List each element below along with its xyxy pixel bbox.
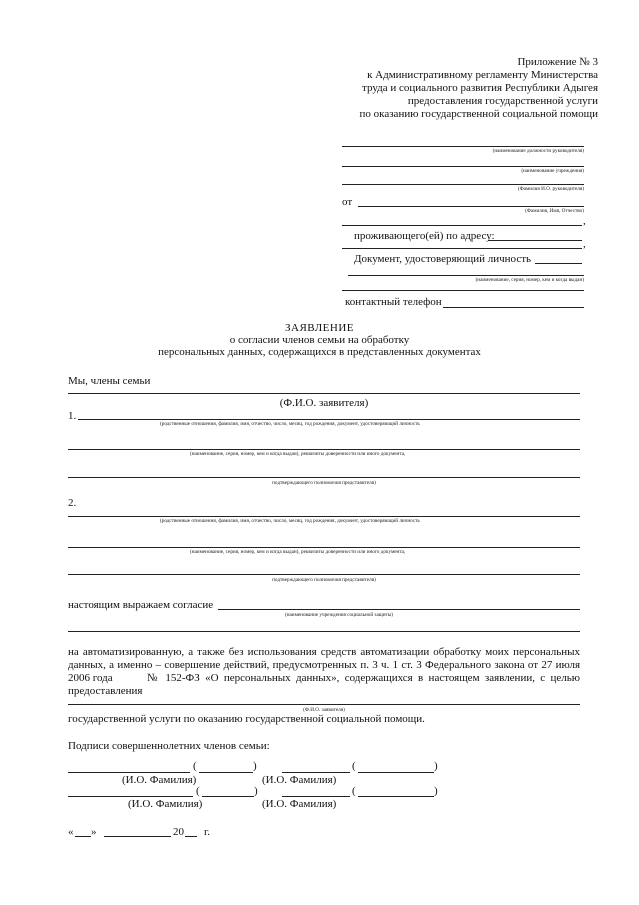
signature-name-field[interactable] — [202, 796, 254, 797]
consent-paragraph-line: 2006 года — [68, 672, 113, 684]
member1-doc-field[interactable] — [68, 449, 580, 450]
phone-field[interactable] — [443, 307, 584, 308]
doc-details-field[interactable] — [348, 275, 584, 276]
hint-head-position: (наименование должности руководителя) — [492, 148, 584, 154]
signature-field[interactable] — [282, 772, 350, 773]
hint-relation: (родственные отношения, фамилия, имя, отчество, число, месяц, год рождения, документ, удостоверяющий личность — [160, 518, 420, 524]
close-paren: ) — [434, 785, 438, 797]
hint-relation: (родственные отношения, фамилия, имя, отчество, число, месяц, год рождения, документ, удостоверяющий личность — [160, 421, 420, 427]
close-paren: ) — [253, 760, 257, 772]
date-month-field[interactable] — [104, 836, 171, 837]
extra-line-field[interactable] — [342, 225, 582, 226]
signature-field[interactable] — [68, 772, 190, 773]
comma: , — [583, 238, 586, 250]
date-year-prefix: 20 — [173, 826, 184, 838]
date-year-field[interactable] — [185, 836, 197, 837]
date-close-quote: » — [91, 826, 97, 838]
we-label: Мы, члены семьи — [68, 375, 151, 387]
signature-name-field[interactable] — [358, 796, 434, 797]
hint-head-name: (Фамилия И.О. руководителя) — [517, 186, 584, 192]
doc-details-field-2[interactable] — [342, 290, 584, 291]
document-title: ЗАЯВЛЕНИЕ — [285, 322, 354, 334]
residing-label: проживающего(ей) по адресу: — [354, 230, 495, 242]
signature-name-field[interactable] — [358, 772, 434, 773]
consent-paragraph-line: государственной услуги по оказанию государственной социальной помощи. — [68, 713, 425, 725]
document-subtitle: персональных данных, содержащихся в представленных документах — [158, 346, 481, 358]
member-number: 1. — [68, 410, 77, 422]
member2-relation-field[interactable] — [68, 516, 580, 517]
open-paren: ( — [196, 785, 200, 797]
signature-name-hint: (И.О. Фамилия) — [122, 774, 197, 786]
social-institution-field-2[interactable] — [68, 631, 580, 632]
signature-field[interactable] — [68, 796, 193, 797]
doc-label: Документ, удостоверяющий личность — [354, 253, 532, 265]
date-day-field[interactable] — [75, 836, 91, 837]
open-paren: ( — [352, 760, 356, 772]
applicant-fio-label: (Ф.И.О. заявителя) — [279, 397, 369, 409]
consent-paragraph-line: данных, а именно – совершение действий, предусмотренных п. 3 ч. 1 ст. 3 Федерального закона от 27 июля — [68, 659, 580, 671]
hint-applicant: (Фамилия, Имя, Отчество) — [525, 208, 584, 214]
hint-authority: подтверждающего полномочия представителя) — [272, 480, 376, 486]
phone-label: контактный телефон — [345, 296, 442, 308]
close-paren: ) — [434, 760, 438, 772]
hint-institution: (наименование учреждения) — [521, 168, 584, 174]
from-label: от — [342, 196, 353, 208]
open-paren: ( — [193, 760, 197, 772]
institution-field[interactable] — [342, 166, 584, 167]
appendix-number: Приложение № 3 — [517, 56, 598, 68]
appendix-line: по оказанию государственной социальной помощи — [359, 108, 598, 120]
close-paren: ) — [254, 785, 258, 797]
document-subtitle: о согласии членов семьи на обработку — [229, 334, 410, 346]
address-field[interactable] — [488, 240, 582, 241]
hint-authority: подтверждающего полномочия представителя) — [272, 577, 376, 583]
signature-name-hint: (И.О. Фамилия) — [262, 798, 337, 810]
member1-authority-field[interactable] — [68, 477, 580, 478]
signatures-label: Подписи совершеннолетних членов семьи: — [68, 740, 270, 752]
appendix-line: к Административному регламенту Министерства — [367, 69, 598, 81]
signature-field[interactable] — [282, 796, 350, 797]
applicant-name-field[interactable] — [358, 206, 584, 207]
signature-name-field[interactable] — [199, 772, 253, 773]
head-name-field[interactable] — [342, 184, 584, 185]
signature-name-hint: (И.О. Фамилия) — [262, 774, 337, 786]
open-paren: ( — [352, 785, 356, 797]
social-institution-field[interactable] — [218, 609, 580, 610]
doc-field[interactable] — [535, 263, 582, 264]
date-open-quote: « — [68, 826, 74, 838]
consent-paragraph-line: на автоматизированную, а также без использования средств автоматизации обработку моих персональных — [68, 646, 580, 658]
signature-name-hint: (И.О. Фамилия) — [128, 798, 203, 810]
hint-doc-attorney: (наименование, серия, номер, кем и когда выдан), реквизиты доверенности или иного документа, — [190, 451, 406, 457]
consent-paragraph-line: № 152-ФЗ «О персональных данных», содержащихся в настоящем заявлении, с целью — [147, 672, 580, 684]
hint-doc-attorney: (наименование, серия, номер, кем и когда выдан), реквизиты доверенности или иного документа, — [190, 549, 406, 555]
comma: , — [583, 215, 586, 227]
head-position-field[interactable] — [342, 146, 584, 147]
applicant-line[interactable] — [68, 393, 580, 394]
member2-authority-field[interactable] — [68, 574, 580, 575]
hint-doc: (наименование, серия, номер, кем и когда выдан) — [475, 277, 584, 283]
appendix-line: труда и социального развития Республики Адыгея — [362, 82, 598, 94]
consent-paragraph-line: предоставления — [68, 685, 143, 697]
address-field-2[interactable] — [342, 248, 582, 249]
appendix-line: предоставления государственной услуги — [407, 95, 598, 107]
member-number: 2. — [68, 497, 77, 509]
hint-social: (наименование учреждения социальной защиты) — [285, 612, 394, 618]
fio-field[interactable] — [68, 704, 580, 705]
member1-relation-field[interactable] — [78, 419, 580, 420]
date-year-suffix: г. — [204, 826, 211, 838]
consent-label: настоящим выражаем согласие — [68, 599, 214, 611]
hint-fio: (Ф.И.О. заявителя) — [303, 707, 345, 713]
member2-doc-field[interactable] — [68, 547, 580, 548]
